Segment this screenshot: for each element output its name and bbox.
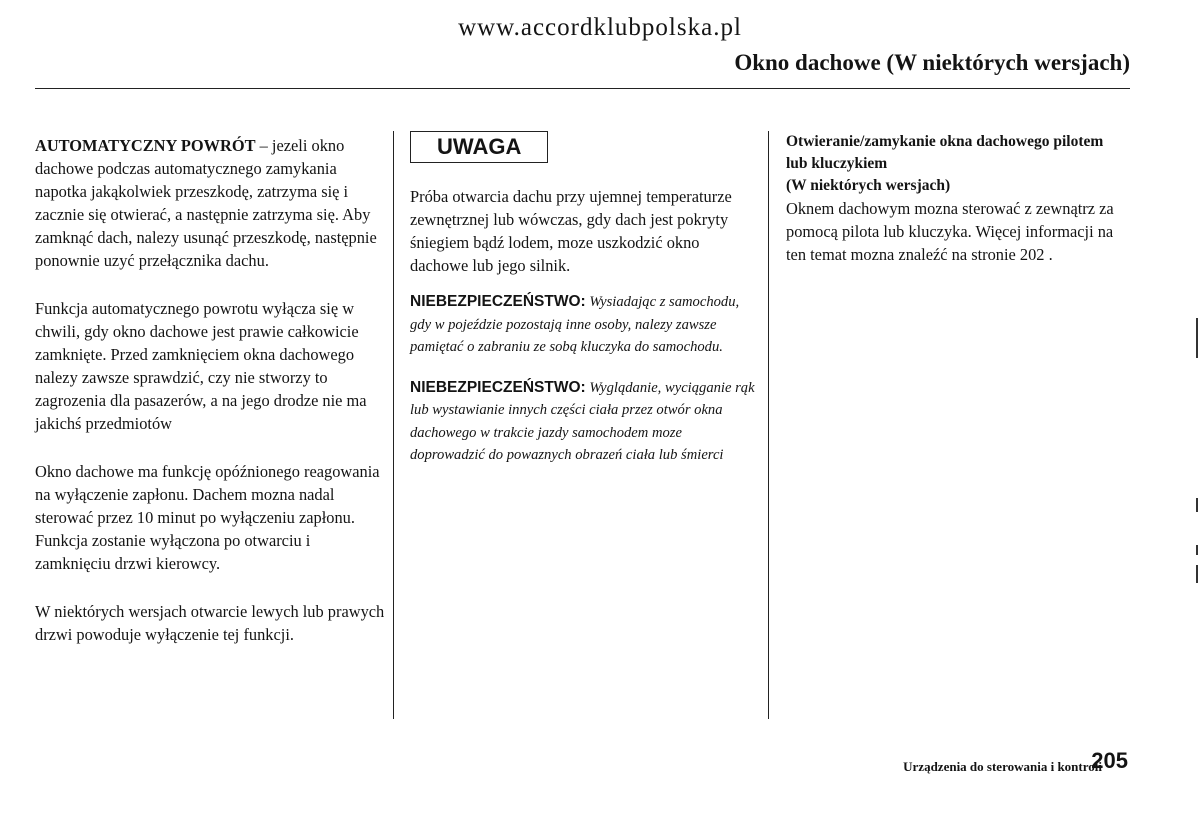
auto-return-text: – jezeli okno dachowe podczas automatycznego zamykania napotka jakąkolwiek przeszkodę, zatrzyma się i zacznie się otwierać, a następnie zatrzyma się. Aby zamknąć dach, nalezy usunąć przeszkodę, następnie ponownie uzyć przełącznika dachu. [35,136,377,270]
danger-body-parts-warning [410,377,760,467]
column-right [786,131,1126,291]
remote-control-heading: Otwieranie/zamykanie okna dachowego pilotem lub kluczykiem [786,133,1104,172]
header-rule [35,88,1130,89]
page-number: 205 [1091,748,1128,773]
section-title: Okno dachowe (W niektórych wersjach) [734,50,1130,75]
edge-mark [1196,545,1198,555]
danger-keys-warning [410,291,760,359]
column-middle [410,131,760,485]
auto-return-lead: AUTOMATYCZNY POWRÓT [35,136,256,155]
column-divider-left [393,131,394,719]
auto-return-disable-paragraph: Funkcja automatycznego powrotu wyłącza się w chwili, gdy okno dachowe jest prawie całkowicie zamknięte. Przed zamknięciem okna dachowego nalezy zawsze sprawdzić, czy nie stworzy to zagrozenia dla pasazerów, a na jego drodze nie ma jakichś przedmiotów [35,299,367,433]
column-left [35,134,385,671]
site-url: www.accordklubpolska.pl [458,14,742,41]
edge-mark [1196,318,1198,358]
door-cancel-paragraph: W niektórych wersjach otwarcie lewych lub prawych drzwi powoduje wyłączenie tej funkcji. [35,602,385,644]
footer-section-label: Urządzenia do sterowania i kontroli [903,759,1102,774]
column-divider-right [768,131,769,719]
danger-label: NIEBEZPIECZEŃSTWO: [410,293,586,310]
remote-control-subheading: (W niektórych wersjach) [786,177,951,194]
delay-function-paragraph: Okno dachowe ma funkcję opóźnionego reagowania na wyłączenie zapłonu. Dachem mozna nadal sterować przez 10 minut po wyłączeniu zapłonu. Funkcja zostanie wyłączona po otwarciu i zamknięciu drzwi kierowcy. [35,462,380,573]
remote-control-text: Oknem dachowym mozna sterować z zewnątrz za pomocą pilota lub kluczyka. Więcej informacji na ten temat mozna znaleźć na stronie 202 . [786,199,1114,264]
danger-text: Wysiadając z samochodu, gdy w pojeździe pozostają inne osoby, nalezy zawsze pamiętać o zabraniu ze sobą kluczyka do samochodu. [410,294,740,355]
edge-mark [1196,565,1198,583]
notice-label: UWAGA [410,131,548,163]
danger-text: Wyglądanie, wyciąganie rąk lub wystawianie innych części ciała przez otwór okna dachowego w trakcie jazdy samochodem moze doprowadzić do powaznych obrazeń ciała lub śmierci [410,379,755,463]
notice-text: Próba otwarcia dachu przy ujemnej temperaturze zewnętrznej lub wówczas, gdy dach jest pokryty śniegiem bądź lodem, moze uszkodzić okno dachowe lub jego silnik. [410,187,732,275]
auto-return-paragraph [35,134,385,272]
edge-mark [1196,498,1198,512]
danger-label: NIEBEZPIECZEŃSTWO: [410,378,586,396]
